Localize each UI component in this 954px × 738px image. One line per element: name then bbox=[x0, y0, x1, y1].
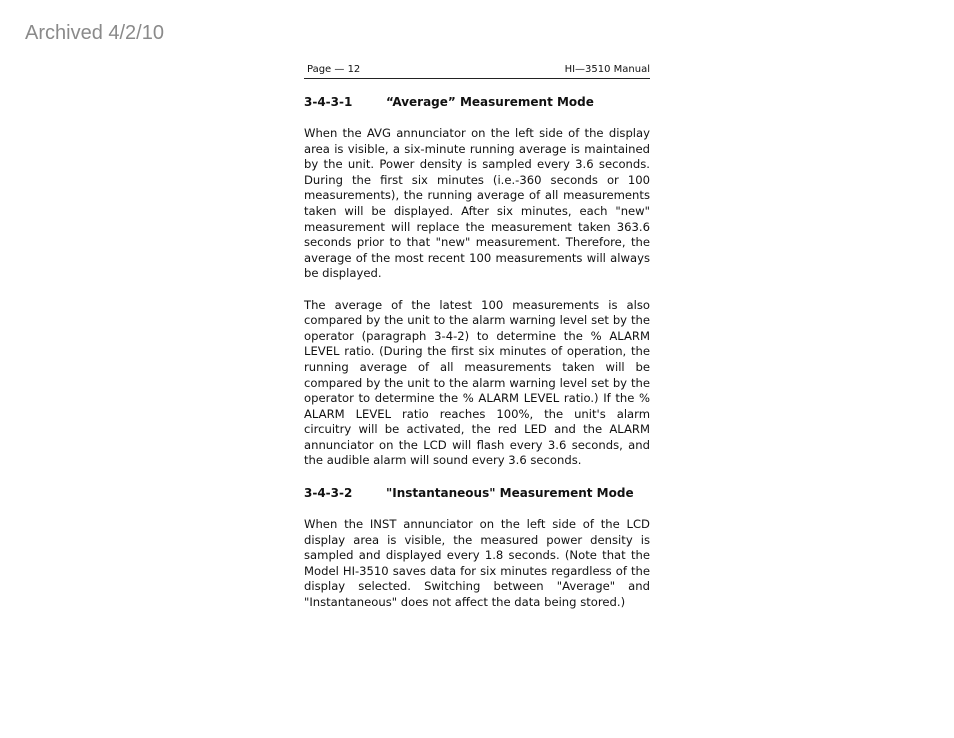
section-number: 3-4-3-1 bbox=[304, 95, 353, 109]
paragraph: When the AVG annunciator on the left side of the display area is visible, a six-minute running average is maintained by the unit. Power density is sampled every 3.6 seconds. During the first six minutes (i.e.-360 seconds or 100 measurements), the running average of all measurements taken will be displayed. After six minutes, each "new" measurement will replace the measurement taken 363.6 seconds prior to that "new" measurement. Therefore, the average of the most recent 100 measurements will always be displayed. bbox=[304, 126, 650, 281]
page-header bbox=[304, 63, 650, 79]
archived-watermark: Archived 4/2/10 bbox=[25, 22, 164, 44]
section-heading-average bbox=[304, 92, 650, 112]
section-title: “Average” Measurement Mode bbox=[386, 95, 594, 109]
paragraph: The average of the latest 100 measurements is also compared by the unit to the alarm warning level set by the operator (paragraph 3-4-2) to determine the % ALARM LEVEL ratio. (During the first six minutes of operation, the running average of all measurements taken will be compared by the unit to the alarm warning level set by the operator to determine the % ALARM LEVEL ratio.) If the % ALARM LEVEL ratio reaches 100%, the unit's alarm circuitry will be activated, the red LED and the ALARM annunciator on the LCD will flash every 3.6 seconds, and the audible alarm will sound every 3.6 seconds. bbox=[304, 297, 650, 468]
paragraph: When the INST annunciator on the left side of the LCD display area is visible, the measured power density is sampled and displayed every 1.8 seconds. (Note that the Model HI-3510 saves data for six minutes regardless of the display selected. Switching between "Average" and "Instantaneous" does not affect the data being stored.) bbox=[304, 517, 650, 610]
section-number: 3-4-3-2 bbox=[304, 486, 353, 501]
page-content bbox=[304, 92, 650, 611]
section-title: "Instantaneous" Measurement Mode bbox=[386, 486, 634, 501]
page-number: Page — 12 bbox=[307, 64, 361, 75]
section-heading-instantaneous bbox=[304, 483, 650, 503]
manual-title: HI—3510 Manual bbox=[564, 64, 650, 75]
